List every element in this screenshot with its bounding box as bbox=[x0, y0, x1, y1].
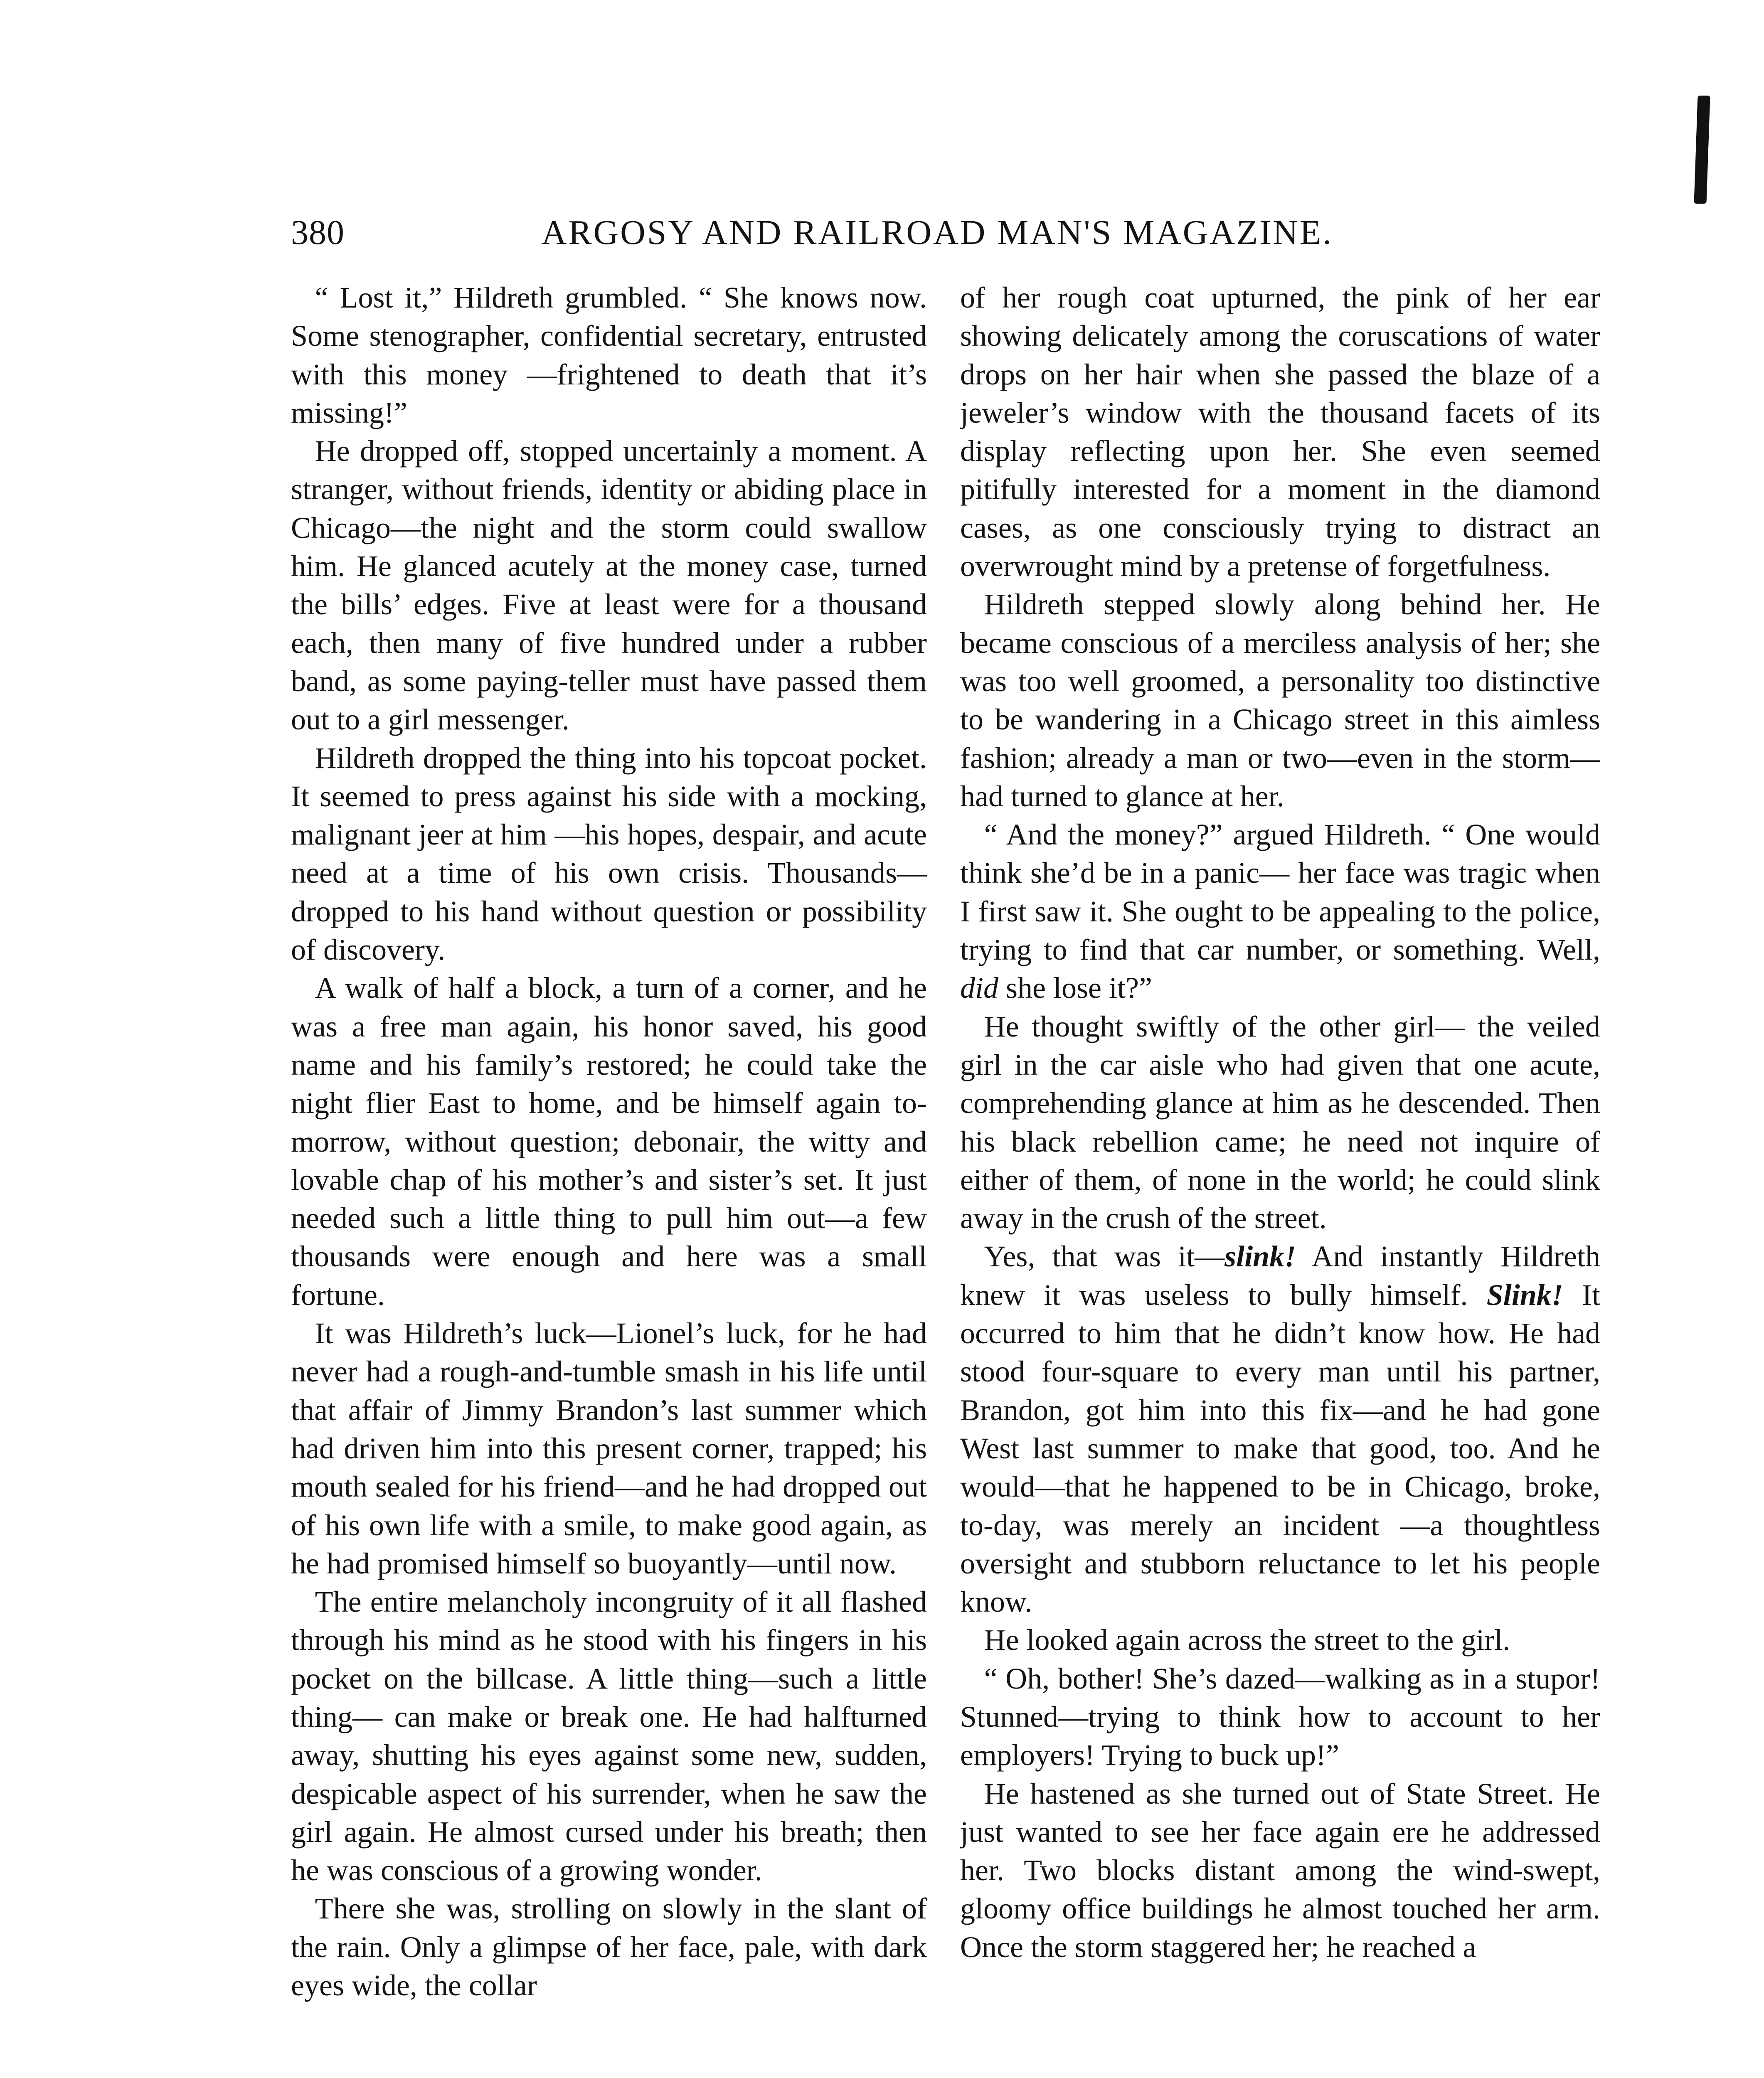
paragraph bbox=[960, 815, 1600, 1007]
paragraph: He hastened as she turned out of State Street. He just wanted to see her face again ere he addressed her. Two blocks distant among the wind-swept, gloomy office buildings he almost touched her arm. Once the storm staggered her; he reached a bbox=[960, 1777, 1600, 1964]
magazine-title: ARGOSY AND RAILROAD MAN'S MAGAZINE. bbox=[541, 213, 1333, 252]
paragraph-text: Yes, that was it— bbox=[984, 1240, 1225, 1273]
paragraph: There she was, strolling on slowly in the slant of the rain. Only a glimpse of her face, pale, with dark eyes wide, the collar bbox=[291, 1892, 927, 2002]
emphasis: slink! bbox=[1224, 1240, 1296, 1273]
paragraph: “ Lost it,” Hildreth grumbled. “ She knows now. Some stenographer, confidential secretary, entrusted with this money —frightened to death that it’s missing!” bbox=[291, 281, 927, 429]
paragraph-text: “ And the money?” argued Hildreth. “ One would think she’d be in a panic— her face was tragic when I first saw it. She ought to be appealing to the police, trying to find that car number, or something. Well, bbox=[960, 818, 1600, 967]
emphasis: Slink! bbox=[1486, 1278, 1563, 1312]
emphasis: did bbox=[960, 971, 999, 1005]
paragraph: He dropped off, stopped uncertainly a moment. A stranger, without friends, identity or abiding place in Chicago—the night and the storm could swallow him. He glanced acutely at the money case, turned the bills’ edges. Five at least were for a thousand each, then many of five hundred under a rubber band, as some paying-teller must have passed them out to a girl messenger. bbox=[291, 434, 927, 736]
paragraph: Hildreth stepped slowly along behind her. He became conscious of a merciless analysis of her; she was too well groomed, a personality too distinctive to be wandering in a Chicago street in this aimless fashion; already a man or two—even in the storm— had turned to glance at her. bbox=[960, 588, 1600, 813]
paragraph-text: It occurred to him that he didn’t know how. He had stood four-square to every man until his partner, Brandon, got him into this fix—and he had gone West last summer to make that good, too. And he would—that he happened to be in Chicago, broke, to-day, was merely an incident —a thoughtless oversight and stubborn reluctance to let his people know. bbox=[960, 1278, 1600, 1619]
paragraph: He looked again across the street to the girl. bbox=[984, 1623, 1510, 1657]
paragraph: The entire melancholy incongruity of it all flashed through his mind as he stood with his fingers in his pocket on the billcase. A little thing—such a little thing— can make or break one. He had halfturned away, shutting his eyes against some new, sudden, despicable aspect of his surrender, when he saw the girl again. He almost cursed under his breath; then he was conscious of a growing wonder. bbox=[291, 1585, 927, 1887]
page-edge-mark bbox=[1694, 96, 1710, 204]
paragraph: A walk of half a block, a turn of a corner, and he was a free man again, his honor saved, his good name and his family’s restored; he could take the night flier East to home, and be himself again to-morrow, without question; debonair, the witty and lovable chap of his mother’s and sister’s set. It just needed such a little thing to pull him out—a few thousands were enough and here was a small fortune. bbox=[291, 971, 927, 1312]
paragraph-text: she lose it?” bbox=[998, 971, 1152, 1005]
paragraph-text: And instantly Hildreth knew it was useless to bully himself. bbox=[960, 1240, 1600, 1312]
text-column-right bbox=[960, 278, 1600, 2078]
text-column-left bbox=[291, 278, 927, 2078]
page-number: 380 bbox=[291, 213, 345, 252]
paragraph bbox=[960, 1237, 1600, 1621]
running-head bbox=[291, 210, 1584, 256]
paragraph: “ Oh, bother! She’s dazed—walking as in a stupor! Stunned—trying to think how to account to her employers! Trying to buck up!” bbox=[960, 1662, 1600, 1772]
paragraph: of her rough coat upturned, the pink of her ear showing delicately among the coruscations of water drops on her hair when she passed the blaze of a jeweler’s window with the thousand facets of its display reflecting upon her. She even seemed pitifully interested for a moment in the diamond cases, as one consciously trying to distract an overwrought mind by a pretense of forgetfulness. bbox=[960, 281, 1600, 583]
paragraph: Hildreth dropped the thing into his topcoat pocket. It seemed to press against his side with a mocking, malignant jeer at him —his hopes, despair, and acute need at a time of his own crisis. Thousands—dropped to his hand without question or possibility of discovery. bbox=[291, 741, 927, 967]
paragraph: It was Hildreth’s luck—Lionel’s luck, for he had never had a rough-and-tumble smash in his life until that affair of Jimmy Brandon’s last summer which had driven him into this present corner, trapped; his mouth sealed for his friend—and he had dropped out of his own life with a smile, to make good again, as he had promised himself so buoyantly—until now. bbox=[291, 1317, 927, 1580]
paragraph: He thought swiftly of the other girl— the veiled girl in the car aisle who had given that one acute, comprehending glance at him as he descended. Then his black rebellion came; he need not inquire of either of them, of none in the world; he could slink away in the crush of the street. bbox=[960, 1009, 1600, 1235]
